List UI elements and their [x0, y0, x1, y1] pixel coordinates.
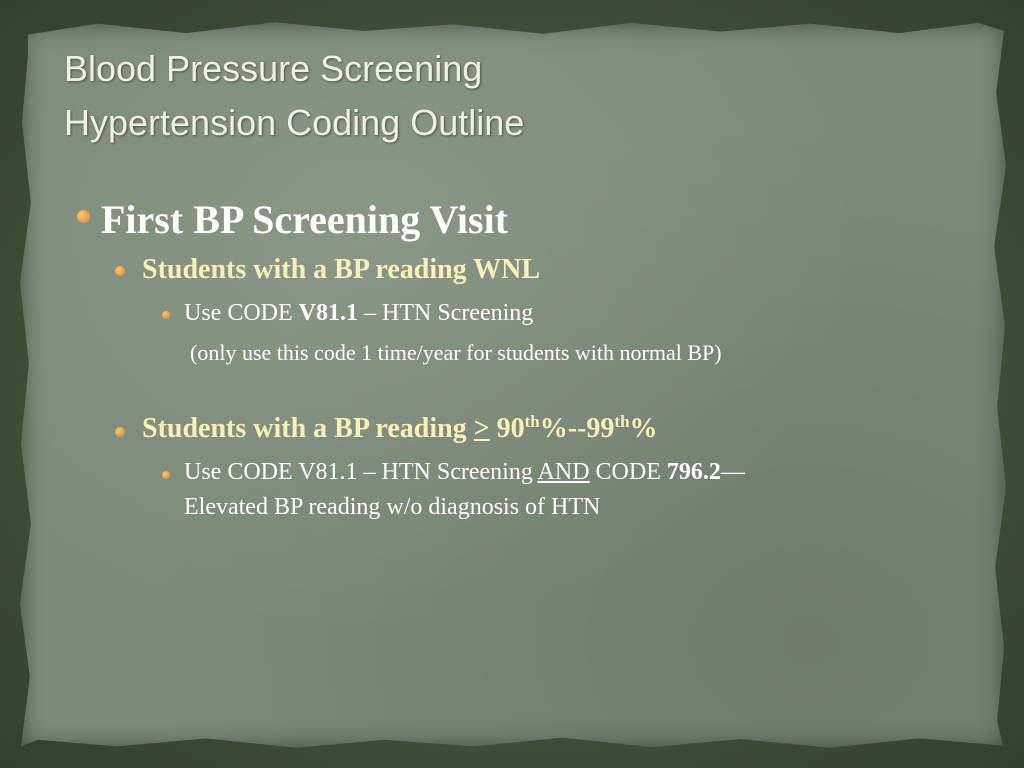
- greater-equal-symbol: >: [473, 413, 490, 444]
- slide-title-line-2: Hypertension Coding Outline: [64, 102, 525, 143]
- em-dash: —: [720, 459, 745, 485]
- bullet-icon: [115, 266, 125, 276]
- heading-first-bp-screening-visit: First BP Screening Visit: [101, 197, 509, 242]
- code-value: V81.1: [298, 300, 358, 326]
- slide-title-line-1: Blood Pressure Screening: [64, 48, 483, 89]
- code-item-description: Elevated BP reading w/o diagnosis of HTN: [184, 494, 601, 520]
- bullet-icon: [162, 471, 170, 479]
- code-item-mid: CODE: [589, 459, 667, 485]
- code-item-prefix: Use CODE: [184, 300, 299, 326]
- superscript-th: th: [614, 412, 630, 431]
- code-item-prefix: Use CODE V81.1 – HTN Screening: [184, 459, 538, 485]
- and-keyword: AND: [537, 459, 590, 485]
- code-value: 796.2: [666, 459, 721, 485]
- label-prefix: Students with a BP reading: [142, 413, 474, 444]
- section-label-elevated: [142, 413, 658, 445]
- bullet-icon: [115, 427, 125, 437]
- code-item-suffix: – HTN Screening: [358, 300, 534, 326]
- bullet-icon: [77, 210, 90, 223]
- bullet-icon: [162, 311, 170, 319]
- label-part: %: [629, 413, 658, 444]
- code-usage-note: (only use this code 1 time/year for students with normal BP): [190, 340, 722, 365]
- section-label-wnl: Students with a BP reading WNL: [142, 254, 541, 285]
- code-item-796-2: [184, 459, 745, 486]
- label-part: 90: [489, 413, 525, 444]
- label-part: %--99: [539, 413, 615, 444]
- superscript-th: th: [524, 412, 540, 431]
- code-item-v81-1: [184, 300, 533, 327]
